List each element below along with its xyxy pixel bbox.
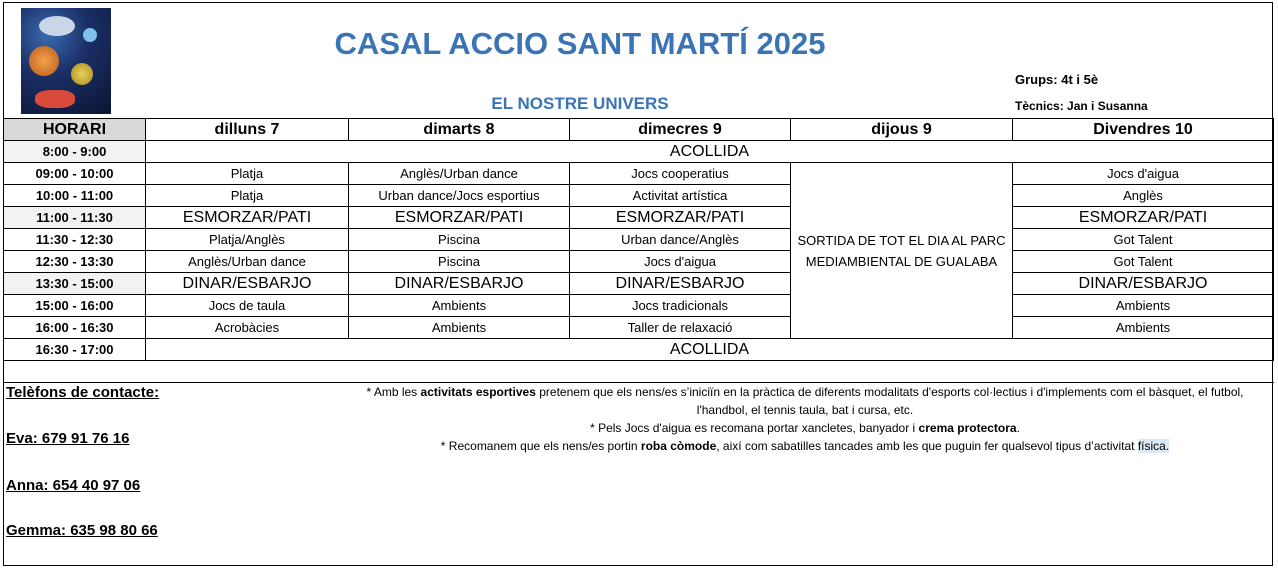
activity-cell: Taller de relaxació bbox=[570, 317, 791, 339]
table-row bbox=[4, 251, 1274, 273]
table-row bbox=[4, 163, 1274, 185]
note-text: , així com sabatilles tancades amb les que puguin fer qualsevol tipus d’activitat bbox=[716, 439, 1138, 453]
activity-cell: Got Talent bbox=[1013, 229, 1274, 251]
page-title: CASAL ACCIO SANT MARTÍ 2025 bbox=[334, 26, 826, 61]
note-text: * Amb les bbox=[366, 385, 421, 399]
activity-cell: Urban dance/Anglès bbox=[570, 229, 791, 251]
acollida-cell: ACOLLIDA bbox=[146, 141, 1274, 163]
note-sports bbox=[340, 383, 1270, 419]
notes-block bbox=[340, 383, 1270, 455]
time-cell: 11:30 - 12:30 bbox=[4, 229, 146, 251]
contacts-heading: Telèfons de contacte: bbox=[6, 384, 160, 401]
column-header-friday: Divendres 10 bbox=[1013, 119, 1274, 141]
note-bold: crema protectora bbox=[918, 421, 1017, 435]
activity-cell: DINAR/ESBARJO bbox=[570, 273, 791, 295]
column-header-tuesday: dimarts 8 bbox=[349, 119, 570, 141]
note-text: * Recomanem que els nens/es portin bbox=[440, 439, 641, 453]
table-row bbox=[4, 295, 1274, 317]
activity-cell: Ambients bbox=[349, 317, 570, 339]
note-water-games bbox=[340, 419, 1270, 437]
activity-cell: Anglès/Urban dance bbox=[349, 163, 570, 185]
activity-cell: Ambients bbox=[349, 295, 570, 317]
time-cell: 16:00 - 16:30 bbox=[4, 317, 146, 339]
contact-phone: Gemma: 635 98 80 66 bbox=[6, 522, 158, 539]
time-cell: 10:00 - 11:00 bbox=[4, 185, 146, 207]
activity-cell: Platja bbox=[146, 185, 349, 207]
activity-cell: Jocs cooperatius bbox=[570, 163, 791, 185]
table-row bbox=[4, 273, 1274, 295]
activity-cell: Urban dance/Jocs esportius bbox=[349, 185, 570, 207]
table-row bbox=[4, 185, 1274, 207]
spacer-cell bbox=[4, 361, 1274, 383]
activity-cell: DINAR/ESBARJO bbox=[1013, 273, 1274, 295]
contact-phone: Eva: 679 91 76 16 bbox=[6, 430, 130, 447]
activity-cell: Jocs d'aigua bbox=[1013, 163, 1274, 185]
note-bold: roba còmode bbox=[640, 439, 717, 453]
contact-phone: Anna: 654 40 97 06 bbox=[6, 477, 141, 494]
activity-cell: Platja/Anglès bbox=[146, 229, 349, 251]
groups-label: Grups: 4t i 5è bbox=[1015, 72, 1099, 87]
column-header-thursday: dijous 9 bbox=[791, 119, 1013, 141]
time-cell: 13:30 - 15:00 bbox=[4, 273, 146, 295]
activity-cell: Jocs de taula bbox=[146, 295, 349, 317]
activity-cell: Piscina bbox=[349, 229, 570, 251]
note-bold: activitats esportives bbox=[420, 385, 536, 399]
time-cell: 8:00 - 9:00 bbox=[4, 141, 146, 163]
acollida-cell: ACOLLIDA bbox=[146, 339, 1274, 361]
note-clothing bbox=[340, 437, 1270, 455]
planet-icon bbox=[71, 63, 93, 85]
activity-cell: Got Talent bbox=[1013, 251, 1274, 273]
activity-cell: Ambients bbox=[1013, 295, 1274, 317]
activity-cell: DINAR/ESBARJO bbox=[349, 273, 570, 295]
note-text: * Pels Jocs d'aigua es recomana portar xancletes, banyador i bbox=[590, 421, 919, 435]
table-spacer-row bbox=[4, 361, 1274, 383]
activity-cell: Activitat artística bbox=[570, 185, 791, 207]
activity-cell: Anglès/Urban dance bbox=[146, 251, 349, 273]
time-cell: 12:30 - 13:30 bbox=[4, 251, 146, 273]
note-text: . bbox=[1016, 421, 1020, 435]
schedule-table bbox=[3, 118, 1274, 383]
column-header-wednesday: dimecres 9 bbox=[570, 119, 791, 141]
activity-cell: Jocs tradicionals bbox=[570, 295, 791, 317]
table-row bbox=[4, 207, 1274, 229]
table-row bbox=[4, 229, 1274, 251]
activity-cell: Anglès bbox=[1013, 185, 1274, 207]
note-text: pretenem que els nens/es s’iniciïn en la pràctica de diferents modalitats d'esports col·lectius i d'implements com el bàsquet, el futbol, l'handbol, el tennis taula, bat i cursa, etc. bbox=[535, 385, 1244, 417]
table-row bbox=[4, 339, 1274, 361]
excursion-cell: SORTIDA DE TOT EL DIA AL PARC MEDIAMBIENTAL DE GUALABA bbox=[791, 163, 1013, 339]
table-row bbox=[4, 141, 1274, 163]
activity-cell: ESMORZAR/PATI bbox=[1013, 207, 1274, 229]
activity-cell: Acrobàcies bbox=[146, 317, 349, 339]
time-cell: 09:00 - 10:00 bbox=[4, 163, 146, 185]
table-header-row bbox=[4, 119, 1274, 141]
time-cell: 15:00 - 16:00 bbox=[4, 295, 146, 317]
activity-cell: Platja bbox=[146, 163, 349, 185]
technicians-label: Tècnics: Jan i Susanna bbox=[1015, 99, 1148, 113]
activity-cell: DINAR/ESBARJO bbox=[146, 273, 349, 295]
activity-cell: Piscina bbox=[349, 251, 570, 273]
column-header-horari: HORARI bbox=[4, 119, 146, 141]
table-row bbox=[4, 317, 1274, 339]
note-highlight: física. bbox=[1137, 439, 1170, 453]
time-cell: 11:00 - 11:30 bbox=[4, 207, 146, 229]
activity-cell: Ambients bbox=[1013, 317, 1274, 339]
page-subtitle: EL NOSTRE UNIVERS bbox=[491, 94, 669, 113]
column-header-monday: dilluns 7 bbox=[146, 119, 349, 141]
activity-cell: ESMORZAR/PATI bbox=[570, 207, 791, 229]
activity-cell: ESMORZAR/PATI bbox=[349, 207, 570, 229]
activity-cell: Jocs d'aigua bbox=[570, 251, 791, 273]
time-cell: 16:30 - 17:00 bbox=[4, 339, 146, 361]
activity-cell: ESMORZAR/PATI bbox=[146, 207, 349, 229]
